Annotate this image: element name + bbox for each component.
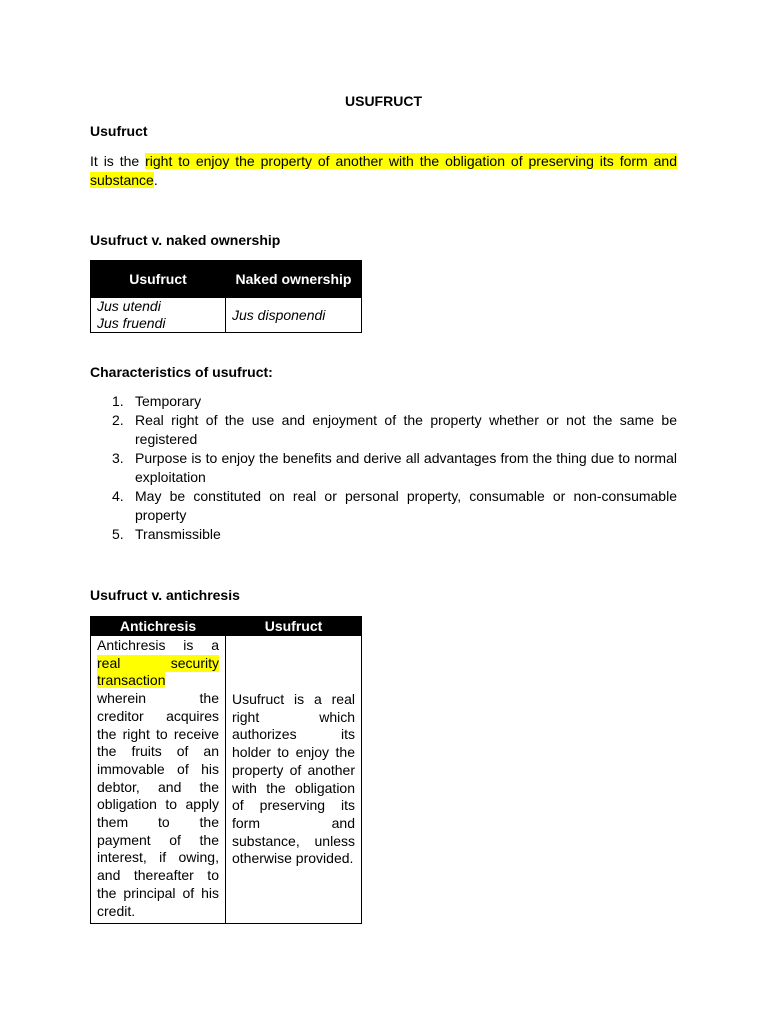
- list-text: Transmissible: [135, 526, 221, 542]
- document-title: USUFRUCT: [345, 93, 422, 109]
- definition-paragraph: [90, 152, 677, 190]
- cell-line-jus-utendi: Jus utendi: [97, 298, 161, 314]
- heading-characteristics: Characteristics of usufruct:: [90, 364, 273, 380]
- table-cell-naked-rights: Jus disponendi: [226, 298, 362, 333]
- list-number: 1.: [112, 393, 124, 409]
- list-text: Real right of the use and enjoyment of the property whether or not the same be registered: [135, 412, 677, 447]
- table-header-usufruct-2: Usufruct: [226, 617, 362, 636]
- table-cell-usufruct-rights: [91, 298, 226, 333]
- antichresis-highlight-2: transaction: [97, 672, 166, 689]
- table-cell-usufruct-definition: Usufruct is a real right which authorizes its holder to enjoy the property of another with the obligation of preserving its form and substance, unless otherwise provided.: [226, 636, 362, 924]
- table-header-naked-ownership: Naked ownership: [226, 261, 362, 298]
- definition-highlight: right to enjoy the property of another with the obligation of preserving its form and substance: [90, 153, 677, 188]
- list-text: Purpose is to enjoy the benefits and derive all advantages from the thing due to normal exploitation: [135, 450, 677, 485]
- antichresis-prefix: Antichresis is a: [97, 637, 219, 653]
- list-number: 5.: [112, 526, 124, 542]
- list-text: Temporary: [135, 393, 202, 409]
- list-number: 4.: [112, 488, 124, 504]
- list-item: [90, 411, 677, 449]
- characteristics-list: [90, 392, 677, 544]
- naked-ownership-table: [90, 260, 362, 333]
- antichresis-rest: wherein the creditor acquires the right to receive the fruits of an immovable of his debtor, and the obligation to apply them to the payment of the interest, if owing, and thereafter to the principal of his credit.: [97, 690, 219, 919]
- list-number: 3.: [112, 450, 124, 466]
- heading-usufruct: Usufruct: [90, 123, 148, 139]
- heading-antichresis: Usufruct v. antichresis: [90, 587, 240, 603]
- list-item: [90, 449, 677, 487]
- list-text: May be constituted on real or personal property, consumable or non-consumable property: [135, 488, 677, 523]
- table-cell-antichresis: [91, 636, 226, 924]
- table-header-usufruct: Usufruct: [91, 261, 226, 298]
- definition-prefix: It is the: [90, 153, 146, 169]
- list-item: [90, 487, 677, 525]
- list-item: [90, 392, 677, 411]
- cell-line-jus-fruendi: Jus fruendi: [97, 315, 166, 331]
- table-header-antichresis: Antichresis: [91, 617, 226, 636]
- antichresis-highlight-1: real security: [97, 654, 219, 671]
- definition-suffix: .: [153, 172, 158, 188]
- list-number: 2.: [112, 412, 124, 428]
- list-item: [90, 525, 677, 544]
- antichresis-table: [90, 616, 362, 924]
- heading-naked-ownership: Usufruct v. naked ownership: [90, 232, 281, 248]
